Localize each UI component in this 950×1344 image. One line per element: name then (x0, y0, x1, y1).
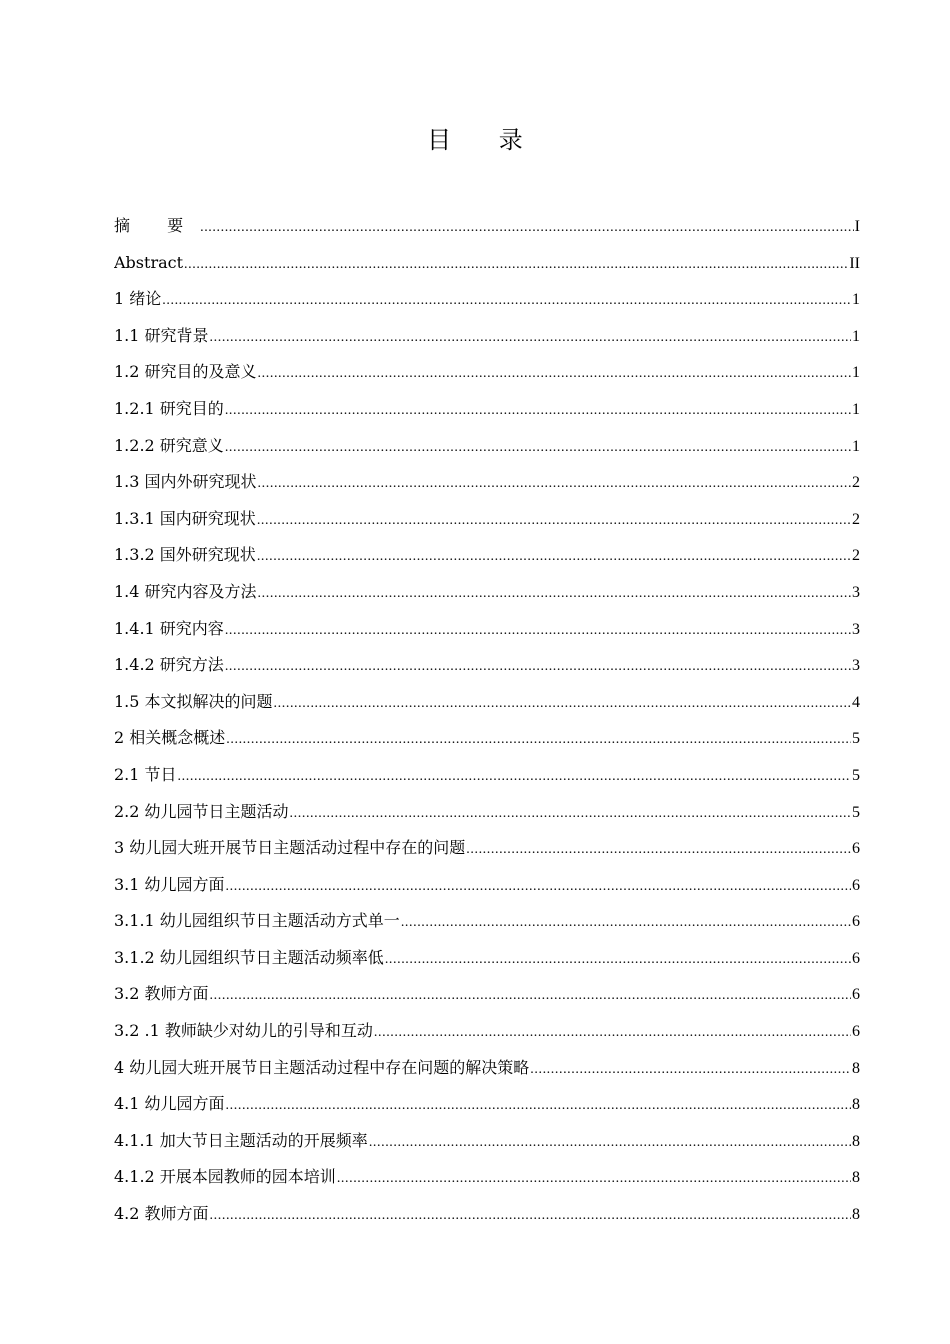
toc-entry-label: 3.2 .1 教师缺少对幼儿的引导和互动 (114, 1021, 373, 1041)
toc-page-number: 6 (852, 1023, 860, 1041)
toc-dot-leader (258, 576, 851, 611)
page-title: 目 录 (427, 126, 543, 154)
toc-entry-label: 4.1 幼儿园方面 (114, 1094, 225, 1114)
toc-entry[interactable] (114, 1050, 860, 1087)
toc-dot-leader (257, 503, 851, 538)
toc-dot-leader (178, 759, 851, 794)
toc-entry-label: 1.5 本文拟解决的问题 (114, 691, 273, 711)
toc-page-number: 6 (852, 840, 860, 858)
toc-entry-label: 2.2 幼儿园节日主题活动 (114, 801, 289, 821)
toc-entry-label: 1.3 国内外研究现状 (114, 472, 257, 492)
toc-dot-leader (466, 832, 851, 867)
toc-entry[interactable] (114, 574, 860, 611)
toc-dot-leader (226, 1088, 851, 1123)
toc-entry[interactable] (114, 684, 860, 721)
toc-entry[interactable] (114, 794, 860, 831)
toc-dot-leader (258, 356, 851, 391)
toc-entry-label: Abstract (114, 252, 184, 272)
toc-entry-label: 2.1 节日 (114, 764, 177, 784)
toc-entry-label: 2 相关概念概述 (114, 728, 226, 748)
toc-entry-label: 1.4 研究内容及方法 (114, 581, 257, 601)
toc-page-number: 1 (852, 364, 860, 382)
toc-page-number: 5 (852, 766, 860, 784)
toc-page-number: 8 (852, 1132, 860, 1150)
toc-dot-leader (257, 539, 851, 574)
toc-entry-label: 1.3.1 国内研究现状 (114, 508, 256, 528)
toc-dot-leader (225, 393, 851, 428)
toc-dot-leader (258, 466, 851, 501)
toc-entry-label: 3.1.2 幼儿园组织节日主题活动频率低 (114, 947, 384, 967)
toc-entry[interactable] (114, 647, 860, 684)
toc-page-number: 5 (852, 803, 860, 821)
toc-dot-leader (225, 613, 851, 648)
toc-page-number: 3 (852, 657, 860, 675)
toc-entry-label: 1.3.2 国外研究现状 (114, 545, 256, 565)
toc-entry-label: 4.1.2 开展本园教师的园本培训 (114, 1167, 336, 1187)
toc-page-number: 6 (852, 913, 860, 931)
toc-entry-label: 1.4.1 研究内容 (114, 618, 224, 638)
toc-entry[interactable] (114, 318, 860, 355)
toc-page-number: 8 (852, 1059, 860, 1077)
toc-page-number: 8 (852, 1096, 860, 1114)
toc-entry[interactable] (114, 867, 860, 904)
toc-page-number: 2 (852, 547, 860, 565)
toc-page-number: 6 (852, 949, 860, 967)
toc-dot-leader (162, 283, 851, 318)
toc-dot-leader (226, 722, 851, 757)
toc-entry[interactable] (114, 1086, 860, 1123)
toc-entry-label: 4 幼儿园大班开展节日主题活动过程中存在问题的解决策略 (114, 1057, 530, 1077)
toc-page-number: 1 (852, 327, 860, 345)
toc-entry-label: 3.2 教师方面 (114, 984, 209, 1004)
toc-entry-label: 摘 要 (114, 216, 200, 235)
toc-dot-leader (210, 1198, 851, 1233)
toc-entry[interactable] (114, 428, 860, 465)
toc-dot-leader (274, 686, 851, 721)
toc-page-number: 1 (852, 291, 860, 309)
toc-entry[interactable] (114, 537, 860, 574)
toc-entry-label: 1.2 研究目的及意义 (114, 362, 257, 382)
toc-dot-leader (210, 320, 851, 355)
toc-entry-label: 4.2 教师方面 (114, 1204, 209, 1224)
toc-page-number: 5 (852, 730, 860, 748)
toc-page-number: 2 (852, 510, 860, 528)
toc-dot-leader (225, 649, 851, 684)
toc-entry[interactable] (114, 720, 860, 757)
toc-dot-leader (385, 942, 851, 977)
toc-entry-label: 3 幼儿园大班开展节日主题活动过程中存在的问题 (114, 838, 466, 858)
toc-page-number: II (849, 254, 860, 272)
toc-entry[interactable] (114, 391, 860, 428)
toc-entry-label: 4.1.1 加大节日主题活动的开展频率 (114, 1130, 368, 1150)
toc-entry-label: 1.1 研究背景 (114, 325, 209, 345)
toc-dot-leader (374, 1015, 851, 1050)
toc-entry[interactable] (114, 830, 860, 867)
toc-dot-leader (226, 869, 851, 904)
toc-entry-label: 3.1.1 幼儿园组织节日主题活动方式单一 (114, 911, 400, 931)
toc-dot-leader (337, 1161, 851, 1196)
toc-entry-label: 1.4.2 研究方法 (114, 655, 224, 675)
toc-dot-leader (184, 247, 848, 282)
toc-page-number: 4 (852, 693, 860, 711)
toc-entry[interactable] (114, 464, 860, 501)
toc-entry-abstract-cn[interactable] (114, 208, 860, 245)
toc-entry-abstract-en[interactable] (114, 245, 860, 282)
toc-dot-leader (530, 1052, 851, 1087)
toc-page-number: 3 (852, 583, 860, 601)
toc-entry[interactable] (114, 354, 860, 391)
toc-entry[interactable] (114, 940, 860, 977)
toc-entry[interactable] (114, 1196, 860, 1233)
toc-entry[interactable] (114, 1159, 860, 1196)
toc-dot-leader (225, 430, 851, 465)
toc-page-number: 1 (852, 400, 860, 418)
toc-entry-label: 3.1 幼儿园方面 (114, 874, 225, 894)
toc-page-number: 2 (852, 474, 860, 492)
toc-entry-label: 1.2.2 研究意义 (114, 435, 224, 455)
toc-entry[interactable] (114, 1013, 860, 1050)
toc-dot-leader (401, 905, 851, 940)
toc-entry[interactable] (114, 281, 860, 318)
toc-entry[interactable] (114, 976, 860, 1013)
toc-dot-leader (200, 210, 854, 245)
toc-page-number: 8 (852, 1206, 860, 1224)
toc-page-number: 8 (852, 1169, 860, 1187)
table-of-contents (114, 208, 860, 1233)
toc-page-number: 1 (852, 437, 860, 455)
toc-entry[interactable] (114, 1123, 860, 1160)
toc-page-number: 6 (852, 986, 860, 1004)
toc-entry[interactable] (114, 903, 860, 940)
toc-page-number: 6 (852, 876, 860, 894)
toc-dot-leader (290, 796, 851, 831)
toc-dot-leader (210, 978, 851, 1013)
toc-entry-label: 1.2.1 研究目的 (114, 398, 224, 418)
toc-entry[interactable] (114, 611, 860, 648)
toc-entry-label: 1 绪论 (114, 289, 162, 309)
toc-page-number: 3 (852, 620, 860, 638)
toc-entry[interactable] (114, 501, 860, 538)
toc-entry[interactable] (114, 757, 860, 794)
toc-dot-leader (369, 1125, 851, 1160)
toc-page-number: I (854, 218, 860, 235)
